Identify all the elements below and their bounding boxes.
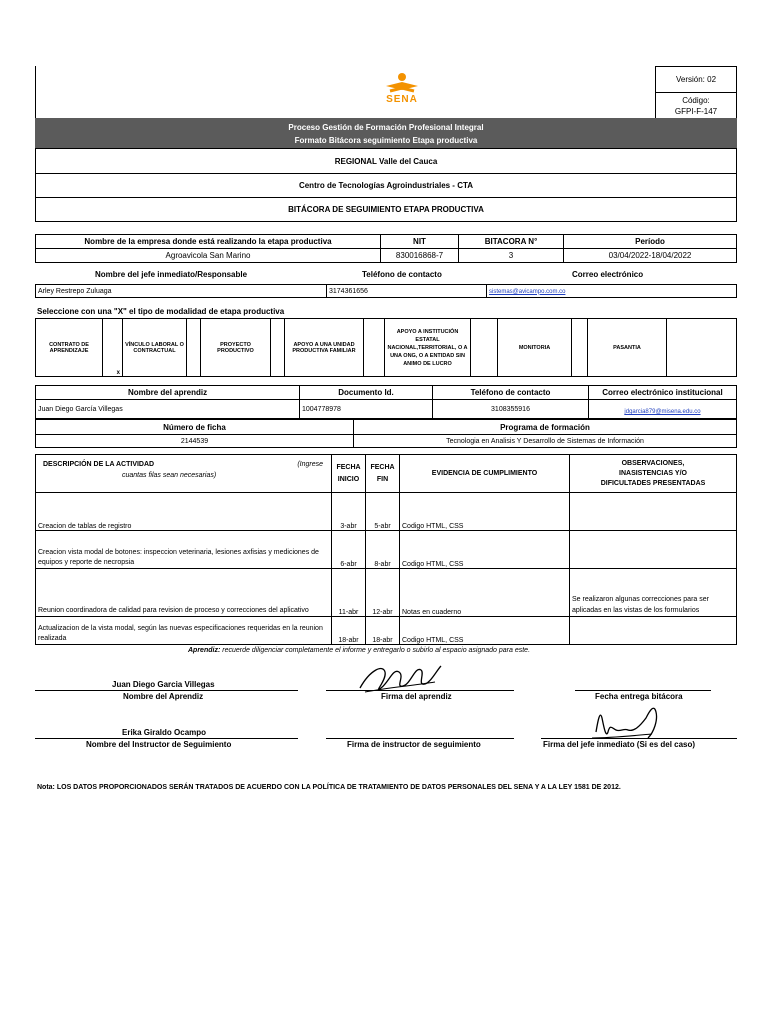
ficha-prog-header: Programa de formación — [354, 420, 737, 435]
desc-header-note1: (Ingrese — [297, 461, 323, 468]
apprentice-name-label: Nombre del Aprendiz — [123, 692, 204, 701]
activity-start: 18-abr — [332, 617, 366, 645]
boss-table — [35, 284, 737, 298]
ficha-prog: Tecnologia en Analisis Y Desarrollo de Sistemas de Información — [354, 435, 737, 448]
boss-email[interactable] — [487, 285, 737, 298]
activities-table — [35, 454, 737, 645]
instructor-name-line — [35, 738, 298, 739]
ficha-num: 2144539 — [36, 435, 354, 448]
activity-evidence: Codigo HTML, CSS — [400, 617, 570, 645]
activity-end: 18-abr — [366, 617, 400, 645]
modalidad-option-contrato: CONTRATO DE APRENDIZAJE — [36, 319, 103, 377]
table-row — [36, 617, 737, 645]
apprentice-name-line — [35, 690, 298, 691]
company-periodo: 03/04/2022-18/04/2022 — [564, 249, 737, 263]
obs-header — [570, 455, 737, 493]
boss-phone-header: Teléfono de contacto — [362, 270, 442, 279]
company-table — [35, 234, 737, 263]
modalidad-mark[interactable]: x — [103, 319, 123, 377]
modalidad-option-institucion: APOYO A INSTITUCIÓN ESTATAL NACIONAL,TERRITORIAL, O A UNA ONG, O A ENTIDAD SIN ANIMO DE LUCRO — [385, 319, 471, 377]
modalidad-check-institucion[interactable] — [471, 319, 498, 377]
company-nit: 830016868-7 — [381, 249, 459, 263]
boss-phone: 3174361656 — [327, 285, 487, 298]
activity-obs — [570, 531, 737, 569]
apprentice-phone: 3108355916 — [433, 400, 589, 419]
modalidad-option-monitoria: MONITORIA — [498, 319, 572, 377]
company-bitacora-header: BITACORA N° — [459, 235, 564, 249]
delivery-label: Fecha entrega bitácora — [595, 692, 683, 701]
company-nit-header: NIT — [381, 235, 459, 249]
apprentice-sign-line — [326, 690, 514, 691]
aprendiz-note-text: recuerde diligenciar completamente el informe y entregarlo o subirlo al espacio asignado para este. — [222, 647, 531, 654]
activity-start: 6-abr — [332, 531, 366, 569]
modalidad-option-pasantia: PASANTIA — [588, 319, 667, 377]
activity-obs — [570, 617, 737, 645]
activity-evidence: Notas en cuaderno — [400, 569, 570, 617]
table-row — [36, 493, 737, 531]
code-label: Código: — [682, 95, 710, 105]
activity-obs: Se realizaron algunas correcciones para ser aplicadas en las vistas de los formularios — [570, 569, 737, 617]
header-title-bar — [35, 118, 737, 148]
boss-name-header: Nombre del jefe inmediato/Responsable — [95, 270, 248, 279]
boss-sign-line — [541, 738, 737, 739]
instructor-name: Erika Giraldo Ocampo — [122, 728, 207, 737]
desc-header-label: DESCRIPCIÓN DE LA ACTIVIDAD — [43, 461, 155, 468]
footer-note-label: Nota: — [37, 784, 55, 791]
start-header — [332, 455, 366, 493]
activity-start: 3-abr — [332, 493, 366, 531]
apprentice-name-header: Nombre del aprendiz — [36, 386, 300, 400]
activity-desc: Reunion coordinadora de calidad para revision de proceso y correcciones del aplicativo — [36, 569, 332, 617]
boss-name: Arley Restrepo Zuluaga — [36, 285, 327, 298]
delivery-line — [575, 690, 711, 691]
code-cell — [656, 93, 737, 119]
activities-desc-header — [36, 455, 332, 493]
activity-obs — [570, 493, 737, 531]
header-left-border — [35, 66, 36, 118]
modalidad-table — [35, 318, 737, 377]
activity-end: 5-abr — [366, 493, 400, 531]
bar-line2: Formato Bitácora seguimiento Etapa productiva — [294, 136, 478, 145]
instructor-label: Nombre del Instructor de Seguimiento — [86, 740, 232, 749]
apprentice-phone-header: Teléfono de contacto — [433, 386, 589, 400]
footer-note — [37, 784, 737, 791]
apprentice-sign-name: Juan Diego Garcia Villegas — [112, 680, 215, 689]
activity-desc: Creacion vista modal de botones: inspeccion veterinaria, lesiones axfisias y mediciones de equipos y reporte de necropsia — [36, 531, 332, 569]
modalidad-check-proyecto[interactable] — [271, 319, 285, 377]
ficha-num-header: Número de ficha — [36, 420, 354, 435]
boss-sign-label: Firma del jefe inmediato (Si es del caso) — [543, 740, 696, 749]
apprentice-email-header: Correo electrónico institucional — [589, 386, 737, 400]
modalidad-check-monitoria[interactable] — [572, 319, 588, 377]
apprentice-doc: 1004778978 — [300, 400, 433, 419]
company-name: Agroavicola San Marino — [36, 249, 381, 263]
boss-email-header: Correo electrónico — [572, 270, 644, 279]
centro-text: Centro de Tecnologías Agroindustriales - CTA — [36, 174, 737, 198]
start-header-l2: INICIO — [337, 475, 360, 483]
obs-header-l1: OBSERVACIONES, — [621, 459, 685, 467]
ficha-table — [35, 419, 737, 448]
evidence-header: EVIDENCIA DE CUMPLIMIENTO — [400, 455, 570, 493]
regional-table — [35, 148, 737, 222]
end-header — [366, 455, 400, 493]
modalidad-check-pasantia[interactable] — [667, 319, 737, 377]
company-name-header: Nombre de la empresa donde está realizando la etapa productiva — [36, 235, 381, 249]
modalidad-option-unidad: APOYO A UNA UNIDAD PRODUCTIVA FAMILIAR — [285, 319, 364, 377]
company-bitacora: 3 — [459, 249, 564, 263]
activity-end: 8-abr — [366, 531, 400, 569]
regional-text: REGIONAL Valle del Cauca — [36, 149, 737, 174]
obs-header-l2: INASISTENCIAS Y/O — [619, 469, 687, 477]
version-box — [655, 66, 737, 119]
aprendiz-note-label: Aprendiz: — [188, 647, 221, 654]
apprentice-email-link[interactable]: jdgarcia879@misena.edu.co — [624, 409, 701, 415]
apprentice-name: Juan Diego García Villegas — [36, 400, 300, 419]
start-header-l1: FECHA — [336, 463, 361, 471]
apprentice-doc-header: Documento Id. — [300, 386, 433, 400]
boss-email-link[interactable]: sistemas@avicampo.com.co — [489, 288, 566, 295]
activity-evidence: Codigo HTML, CSS — [400, 493, 570, 531]
end-header-l2: FIN — [376, 475, 389, 483]
bar-line1: Proceso Gestión de Formación Profesional Integral — [288, 123, 484, 132]
activity-evidence: Codigo HTML, CSS — [400, 531, 570, 569]
aprendiz-note — [188, 647, 530, 654]
modalidad-prompt: Seleccione con una "X" el tipo de modalidad de etapa productiva — [37, 307, 285, 316]
code-value: GFPI-F-147 — [674, 106, 718, 116]
activity-desc: Creacion de tablas de registro — [36, 493, 332, 531]
instructor-sign-line — [326, 738, 514, 739]
sena-logo — [378, 72, 426, 110]
activity-start: 11-abr — [332, 569, 366, 617]
desc-header-note2: cuantas filas sean necesarias) — [122, 472, 217, 479]
obs-header-l3: DIFICULTADES PRESENTADAS — [600, 479, 706, 487]
footer-note-text: LOS DATOS PROPORCIONADOS SERÁN TRATADOS DE ACUERDO CON LA POLÍTICA DE TRATAMIENTO DE DATOS PERSONALES DEL SENA Y A LA LEY 1581 DE 2012. — [56, 784, 621, 791]
table-row — [36, 531, 737, 569]
activity-end: 12-abr — [366, 569, 400, 617]
apprentice-email[interactable] — [589, 400, 737, 419]
company-periodo-header: Período — [564, 235, 737, 249]
modalidad-check-unidad[interactable] — [364, 319, 385, 377]
version-text: Versión: 02 — [656, 67, 737, 93]
modalidad-check-vinculo[interactable] — [187, 319, 201, 377]
activity-desc: Actualizacion de la vista modal, según las nuevas especificaciones requeridas en la reunion realizada — [36, 617, 332, 645]
apprentice-table — [35, 385, 737, 419]
apprentice-sign-label: Firma del aprendiz — [381, 692, 452, 701]
form-title: BITÁCORA DE SEGUIMIENTO ETAPA PRODUCTIVA — [36, 198, 737, 222]
sena-logo-text: SENA — [386, 94, 418, 105]
instructor-sign-label: Firma de instructor de seguimiento — [347, 740, 481, 749]
modalidad-option-vinculo: VÍNCULO LABORAL O CONTRACTUAL — [123, 319, 187, 377]
table-row — [36, 569, 737, 617]
end-header-l1: FECHA — [370, 463, 395, 471]
modalidad-option-proyecto: PROYECTO PRODUCTIVO — [201, 319, 271, 377]
